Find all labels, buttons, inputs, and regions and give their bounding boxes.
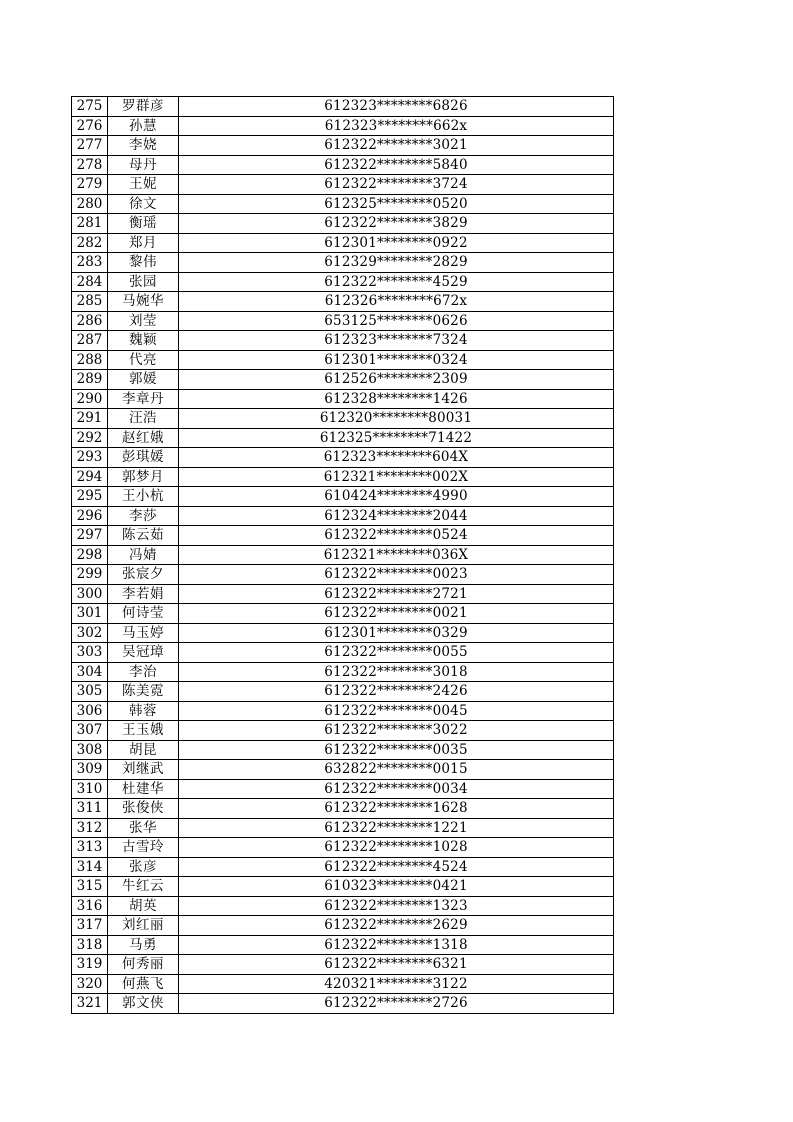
table-row	[72, 955, 614, 975]
row-number-cell: 320	[72, 974, 108, 994]
table-row	[72, 584, 614, 604]
row-number-cell: 299	[72, 565, 108, 585]
name-cell: 李娆	[108, 136, 179, 156]
id-number-cell: 612323********7324	[179, 331, 614, 351]
id-number-cell: 612322********1323	[179, 896, 614, 916]
id-number-cell: 612301********0329	[179, 623, 614, 643]
table-row	[72, 506, 614, 526]
row-number-cell: 280	[72, 194, 108, 214]
table-row	[72, 233, 614, 253]
name-cell: 陈美霓	[108, 682, 179, 702]
id-number-cell: 612325********0520	[179, 194, 614, 214]
table-row	[72, 721, 614, 741]
row-number-cell: 300	[72, 584, 108, 604]
id-number-cell: 612322********0035	[179, 740, 614, 760]
id-number-cell: 612322********2426	[179, 682, 614, 702]
id-number-cell: 612322********2726	[179, 994, 614, 1014]
table-row	[72, 97, 614, 117]
table-row	[72, 701, 614, 721]
name-cell: 马玉婷	[108, 623, 179, 643]
name-cell: 黎伟	[108, 253, 179, 273]
name-cell: 马勇	[108, 935, 179, 955]
id-number-cell: 612323********662x	[179, 116, 614, 136]
name-cell: 陈云茹	[108, 526, 179, 546]
table-row	[72, 214, 614, 234]
row-number-cell: 310	[72, 779, 108, 799]
row-number-cell: 288	[72, 350, 108, 370]
name-cell: 郭文侠	[108, 994, 179, 1014]
name-cell: 罗群彦	[108, 97, 179, 117]
id-number-cell: 612322********4529	[179, 272, 614, 292]
table-row	[72, 389, 614, 409]
row-number-cell: 321	[72, 994, 108, 1014]
table-row	[72, 272, 614, 292]
row-number-cell: 283	[72, 253, 108, 273]
table-row	[72, 799, 614, 819]
row-number-cell: 296	[72, 506, 108, 526]
id-number-cell: 632822********0015	[179, 760, 614, 780]
table-row	[72, 916, 614, 936]
row-number-cell: 281	[72, 214, 108, 234]
roster-table-body	[72, 97, 614, 1014]
table-row	[72, 350, 614, 370]
table-row	[72, 467, 614, 487]
name-cell: 徐文	[108, 194, 179, 214]
name-cell: 古雪玲	[108, 838, 179, 858]
row-number-cell: 306	[72, 701, 108, 721]
table-row	[72, 857, 614, 877]
name-cell: 胡英	[108, 896, 179, 916]
name-cell: 胡昆	[108, 740, 179, 760]
id-number-cell: 612526********2309	[179, 370, 614, 390]
name-cell: 杜建华	[108, 779, 179, 799]
table-row	[72, 428, 614, 448]
row-number-cell: 313	[72, 838, 108, 858]
row-number-cell: 295	[72, 487, 108, 507]
name-cell: 郭梦月	[108, 467, 179, 487]
table-row	[72, 935, 614, 955]
id-number-cell: 612322********0034	[179, 779, 614, 799]
row-number-cell: 319	[72, 955, 108, 975]
id-number-cell: 612323********604X	[179, 448, 614, 468]
table-row	[72, 974, 614, 994]
table-row	[72, 487, 614, 507]
table-row	[72, 116, 614, 136]
table-row	[72, 682, 614, 702]
id-number-cell: 612320********80031	[179, 409, 614, 429]
name-cell: 吴冠璋	[108, 643, 179, 663]
row-number-cell: 312	[72, 818, 108, 838]
name-cell: 孙慧	[108, 116, 179, 136]
row-number-cell: 315	[72, 877, 108, 897]
table-row	[72, 604, 614, 624]
id-number-cell: 612329********2829	[179, 253, 614, 273]
id-number-cell: 612322********2721	[179, 584, 614, 604]
id-number-cell: 420321********3122	[179, 974, 614, 994]
table-row	[72, 994, 614, 1014]
table-row	[72, 448, 614, 468]
name-cell: 代亮	[108, 350, 179, 370]
table-row	[72, 643, 614, 663]
row-number-cell: 291	[72, 409, 108, 429]
table-row	[72, 136, 614, 156]
id-number-cell: 612322********0023	[179, 565, 614, 585]
row-number-cell: 290	[72, 389, 108, 409]
name-cell: 张彦	[108, 857, 179, 877]
table-row	[72, 409, 614, 429]
id-number-cell: 612322********1628	[179, 799, 614, 819]
table-row	[72, 838, 614, 858]
id-number-cell: 612328********1426	[179, 389, 614, 409]
name-cell: 李章丹	[108, 389, 179, 409]
row-number-cell: 294	[72, 467, 108, 487]
row-number-cell: 308	[72, 740, 108, 760]
id-number-cell: 612321********036X	[179, 545, 614, 565]
name-cell: 母丹	[108, 155, 179, 175]
row-number-cell: 302	[72, 623, 108, 643]
row-number-cell: 282	[72, 233, 108, 253]
name-cell: 何燕飞	[108, 974, 179, 994]
id-number-cell: 612322********4524	[179, 857, 614, 877]
table-row	[72, 311, 614, 331]
row-number-cell: 307	[72, 721, 108, 741]
name-cell: 王小杭	[108, 487, 179, 507]
row-number-cell: 311	[72, 799, 108, 819]
name-cell: 冯婧	[108, 545, 179, 565]
name-cell: 衡瑶	[108, 214, 179, 234]
row-number-cell: 309	[72, 760, 108, 780]
row-number-cell: 278	[72, 155, 108, 175]
table-row	[72, 877, 614, 897]
row-number-cell: 318	[72, 935, 108, 955]
name-cell: 李莎	[108, 506, 179, 526]
name-cell: 马婉华	[108, 292, 179, 312]
name-cell: 彭琪媛	[108, 448, 179, 468]
id-number-cell: 612322********1028	[179, 838, 614, 858]
id-number-cell: 612322********3021	[179, 136, 614, 156]
table-row	[72, 896, 614, 916]
id-number-cell: 612301********0922	[179, 233, 614, 253]
row-number-cell: 289	[72, 370, 108, 390]
row-number-cell: 286	[72, 311, 108, 331]
name-cell: 李治	[108, 662, 179, 682]
row-number-cell: 276	[72, 116, 108, 136]
table-row	[72, 253, 614, 273]
row-number-cell: 301	[72, 604, 108, 624]
id-number-cell: 612322********1221	[179, 818, 614, 838]
name-cell: 王妮	[108, 175, 179, 195]
row-number-cell: 285	[72, 292, 108, 312]
name-cell: 李若娟	[108, 584, 179, 604]
id-number-cell: 612322********5840	[179, 155, 614, 175]
name-cell: 魏颖	[108, 331, 179, 351]
table-row	[72, 623, 614, 643]
name-cell: 郭媛	[108, 370, 179, 390]
id-number-cell: 612324********2044	[179, 506, 614, 526]
id-number-cell: 612322********0045	[179, 701, 614, 721]
id-number-cell: 612322********3724	[179, 175, 614, 195]
id-number-cell: 612322********3022	[179, 721, 614, 741]
row-number-cell: 317	[72, 916, 108, 936]
row-number-cell: 275	[72, 97, 108, 117]
table-row	[72, 818, 614, 838]
name-cell: 张宸夕	[108, 565, 179, 585]
id-number-cell: 612322********2629	[179, 916, 614, 936]
id-number-cell: 612321********002X	[179, 467, 614, 487]
row-number-cell: 304	[72, 662, 108, 682]
id-number-cell: 612322********0021	[179, 604, 614, 624]
id-number-cell: 612322********6321	[179, 955, 614, 975]
row-number-cell: 303	[72, 643, 108, 663]
name-cell: 张华	[108, 818, 179, 838]
name-cell: 张俊侠	[108, 799, 179, 819]
row-number-cell: 316	[72, 896, 108, 916]
table-row	[72, 155, 614, 175]
id-number-cell: 612322********0524	[179, 526, 614, 546]
table-row	[72, 740, 614, 760]
roster-table	[71, 96, 614, 1014]
id-number-cell: 612301********0324	[179, 350, 614, 370]
name-cell: 张园	[108, 272, 179, 292]
name-cell: 赵红娥	[108, 428, 179, 448]
table-row	[72, 526, 614, 546]
id-number-cell: 610323********0421	[179, 877, 614, 897]
name-cell: 王玉娥	[108, 721, 179, 741]
row-number-cell: 292	[72, 428, 108, 448]
table-row	[72, 292, 614, 312]
name-cell: 刘继武	[108, 760, 179, 780]
id-number-cell: 612322********3018	[179, 662, 614, 682]
name-cell: 汪浩	[108, 409, 179, 429]
table-row	[72, 175, 614, 195]
name-cell: 郑月	[108, 233, 179, 253]
table-row	[72, 662, 614, 682]
table-row	[72, 545, 614, 565]
id-number-cell: 610424********4990	[179, 487, 614, 507]
name-cell: 刘红丽	[108, 916, 179, 936]
row-number-cell: 279	[72, 175, 108, 195]
row-number-cell: 293	[72, 448, 108, 468]
table-row	[72, 331, 614, 351]
table-row	[72, 370, 614, 390]
id-number-cell: 612326********672x	[179, 292, 614, 312]
row-number-cell: 277	[72, 136, 108, 156]
id-number-cell: 612322********1318	[179, 935, 614, 955]
row-number-cell: 314	[72, 857, 108, 877]
id-number-cell: 612323********6826	[179, 97, 614, 117]
id-number-cell: 612325********71422	[179, 428, 614, 448]
table-row	[72, 194, 614, 214]
table-row	[72, 760, 614, 780]
id-number-cell: 653125********0626	[179, 311, 614, 331]
name-cell: 牛红云	[108, 877, 179, 897]
table-row	[72, 565, 614, 585]
row-number-cell: 284	[72, 272, 108, 292]
name-cell: 何秀丽	[108, 955, 179, 975]
name-cell: 何诗莹	[108, 604, 179, 624]
table-row	[72, 779, 614, 799]
name-cell: 刘莹	[108, 311, 179, 331]
name-cell: 韩蓉	[108, 701, 179, 721]
row-number-cell: 287	[72, 331, 108, 351]
row-number-cell: 297	[72, 526, 108, 546]
id-number-cell: 612322********3829	[179, 214, 614, 234]
row-number-cell: 305	[72, 682, 108, 702]
row-number-cell: 298	[72, 545, 108, 565]
id-number-cell: 612322********0055	[179, 643, 614, 663]
